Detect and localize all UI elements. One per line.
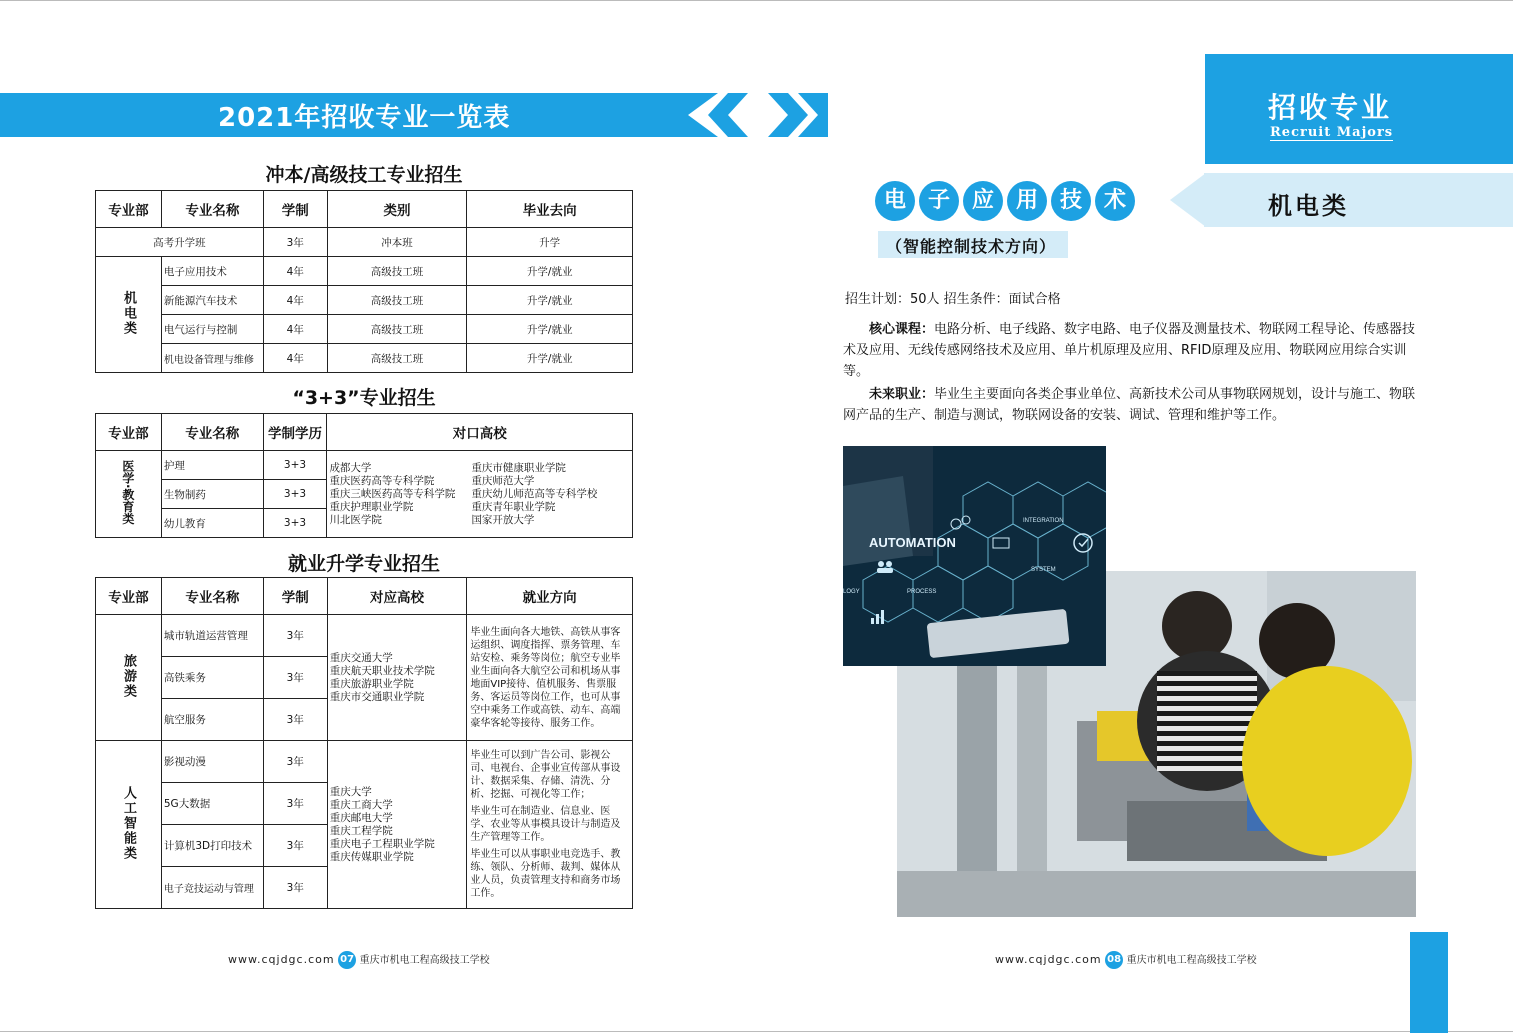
col-header: 专业部 [96,578,162,615]
cell-name: 城市轨道运营管理 [161,615,263,657]
college: 重庆航天职业技术学院 [329,664,435,677]
table-row [96,228,633,257]
college: 重庆工商大学 [329,798,393,811]
core-label: 核心课程： [869,322,935,337]
cell-years: 3年 [263,741,327,783]
right-footer [995,951,1257,969]
college: 国家开放大学 [471,513,535,526]
cell-years: 3年 [263,699,327,741]
college: 重庆传媒职业学院 [329,850,414,863]
right-header-subtitle: Recruit Majors [1270,125,1394,140]
career-cell [467,741,633,909]
page-number-badge: 07 [338,951,356,969]
col-header: 学制 [263,191,327,228]
career-text: 毕业生可在制造业、信息业、医学、农业等从事模具设计与制造及生产管理等工作。 [470,806,621,843]
table-row [96,257,633,286]
col-header: 学制 [263,578,327,615]
col-header: 对口高校 [327,414,633,451]
college: 重庆幼儿师范高等专科学校 [471,487,598,500]
cell-name: 5G大数据 [161,783,263,825]
career-text: 毕业生可以从事职业电竞选手、教练、领队、分析师、裁判、媒体从业人员，负责管理支持和商务市场工作。 [470,849,621,899]
college: 重庆市健康职业学院 [471,461,566,474]
cell-type: 高级技工班 [327,344,467,373]
table-row [96,344,633,373]
footer-school: 重庆市机电工程高级技工学校 [1126,955,1257,966]
college: 川北医学院 [329,513,382,526]
photo-word-logy: LOGY [843,589,860,595]
cell-name: 航空服务 [161,699,263,741]
cell-years: 3年 [263,657,327,699]
photo-word-integration: INTEGRATION [1023,518,1064,524]
col-header: 专业部 [96,191,162,228]
photo-word-system: SYSTEM [1031,567,1056,573]
section3-title: 就业升学专业招生 [287,553,440,575]
college: 重庆电子工程职业学院 [329,837,435,850]
college: 重庆三峡医药高等专科学院 [329,487,456,500]
col-header: 专业名称 [161,414,263,451]
dept-label: 人工智能类 [120,785,136,861]
cell-years: 3+3 [263,451,327,480]
col-header: 专业部 [96,414,162,451]
left-footer [228,951,490,969]
cell-dest: 升学/就业 [467,257,633,286]
right-bottom-bar [1410,932,1448,1033]
core-courses [843,319,1418,382]
career-label: 未来职业： [869,387,935,402]
cell-dest: 升学/就业 [467,315,633,344]
cell-name: 幼儿教育 [161,509,263,538]
table-row [96,286,633,315]
page-bottom-border [0,1031,1513,1032]
major-char: 用 [1007,181,1047,221]
cell-name: 护理 [161,451,263,480]
automation-photo [843,446,1106,666]
photo-word-process: PROCESS [907,589,937,595]
colleges-cell [327,615,467,741]
cell-dest: 升学 [467,228,633,257]
category-label: 机电类 [1268,192,1349,220]
table-row [96,315,633,344]
section2-title: “3+3”专业招生 [292,387,436,409]
college: 重庆邮电大学 [329,811,393,824]
table-row [96,451,633,480]
cell-type: 高级技工班 [327,257,467,286]
table-section3 [95,577,633,909]
page-number-badge: 08 [1105,951,1123,969]
cell-years: 3年 [263,615,327,657]
section1-title: 冲本/高级技工专业招生 [265,164,463,186]
cell-years: 3年 [263,783,327,825]
cell-years: 3年 [263,825,327,867]
college: 重庆工程学院 [329,824,393,837]
college: 成都大学 [329,461,372,474]
cell-name: 高铁乘务 [161,657,263,699]
col-header: 就业方向 [467,578,633,615]
page-title: 2021年招收专业一览表 [218,103,511,133]
col-header: 类别 [327,191,467,228]
photo-word-automation: AUTOMATION [869,535,956,550]
future-career [843,384,1418,426]
automation-illustration [843,446,1106,666]
college: 重庆交通大学 [329,651,393,664]
cell-name: 影视动漫 [161,741,263,783]
college: 重庆青年职业学院 [471,500,556,513]
dept-label: 医学·教育类 [120,460,135,525]
cell-name: 电子应用技术 [161,257,263,286]
cell-years: 3+3 [263,509,327,538]
cell-years: 3年 [263,867,327,909]
cell-type: 冲本班 [327,228,467,257]
cell-name: 新能源汽车技术 [161,286,263,315]
table-section1 [95,190,633,373]
cell-years: 3年 [263,228,327,257]
footer-url[interactable]: www.cqjdgc.com [995,953,1102,966]
colleges-right [471,462,597,527]
major-char: 子 [919,181,959,221]
cell-name: 电气运行与控制 [161,315,263,344]
col-header: 专业名称 [161,191,263,228]
career-text: 毕业生主要面向各类企事业单位、高新技术公司从事物联网规划，设计与施工、物联网产品的生产、制造与测试，物联网设备的安装、调试、管理和维护等工作。 [843,387,1416,423]
table-row [96,741,633,783]
cell-dest: 升学/就业 [467,286,633,315]
college: 重庆大学 [329,785,372,798]
college: 重庆市交通职业学院 [329,690,425,703]
cell-years: 4年 [263,344,327,373]
cell-years: 4年 [263,286,327,315]
category-band [1204,173,1513,227]
table-section2 [95,413,633,538]
cell-years: 4年 [263,257,327,286]
major-char: 电 [875,181,915,221]
cell-name: 高考升学班 [96,228,264,257]
col-header: 毕业去向 [467,191,633,228]
cell-name: 生物制药 [161,480,263,509]
major-char: 术 [1095,181,1135,221]
career-cell: 毕业生面向各大地铁、高铁从事客运组织、调度指挥、票务管理、车站安检、乘务等岗位；航空专业毕业生面向各大航空公司和机场从事地面VIP接待、值机服务、售票服务、客运员等岗位工作，也可从事空中乘务工作或高铁、动车、高端豪华客轮等接待、服务工作。 [467,615,633,741]
career-text: 毕业生可以到广告公司、影视公司、电视台、企事业宣传部从事设计、数据采集、存储、清洗、分析、挖掘、可视化等工作； [470,750,621,800]
cell-type: 高级技工班 [327,286,467,315]
arrow-left-icon [1170,173,1206,227]
colleges-cell [327,451,633,538]
col-header: 对应高校 [327,578,467,615]
cell-name: 机电设备管理与维修 [161,344,263,373]
chevron-decoration-icon [688,93,828,137]
cell-name: 计算机3D打印技术 [161,825,263,867]
cell-name: 电子竞技运动与管理 [161,867,263,909]
footer-url[interactable]: www.cqjdgc.com [228,953,335,966]
college: 重庆师范大学 [471,474,535,487]
cell-years: 4年 [263,315,327,344]
college: 重庆旅游职业学院 [329,677,414,690]
footer-school: 重庆市机电工程高级技工学校 [359,955,490,966]
right-header-title: 招收专业 [1268,91,1393,124]
enrollment-plan: 招生计划：50人 招生条件：面试合格 [845,292,1061,307]
colleges-left [329,462,471,527]
major-char: 技 [1051,181,1091,221]
dept-label: 机电类 [120,290,136,336]
college: 重庆医药高等专科学院 [329,474,435,487]
page-top-border [0,0,1513,1]
col-header: 学制学历 [263,414,327,451]
col-header: 专业名称 [161,578,263,615]
cell-dest: 升学/就业 [467,344,633,373]
cell-years: 3+3 [263,480,327,509]
table-row [96,615,633,657]
major-subtitle: （智能控制技术方向） [886,237,1057,256]
major-char: 应 [963,181,1003,221]
college: 重庆护理职业学院 [329,500,414,513]
dept-label: 旅游类 [120,653,136,699]
colleges-cell [327,741,467,909]
core-text: 电路分析、电子线路、数字电路、电子仪器及测量技术、物联网工程导论、传感器技术及应用、无线传感网络技术及应用、单片机原理及应用、RFID原理及应用、物联网应用综合实训等。 [843,322,1416,379]
cell-type: 高级技工班 [327,315,467,344]
